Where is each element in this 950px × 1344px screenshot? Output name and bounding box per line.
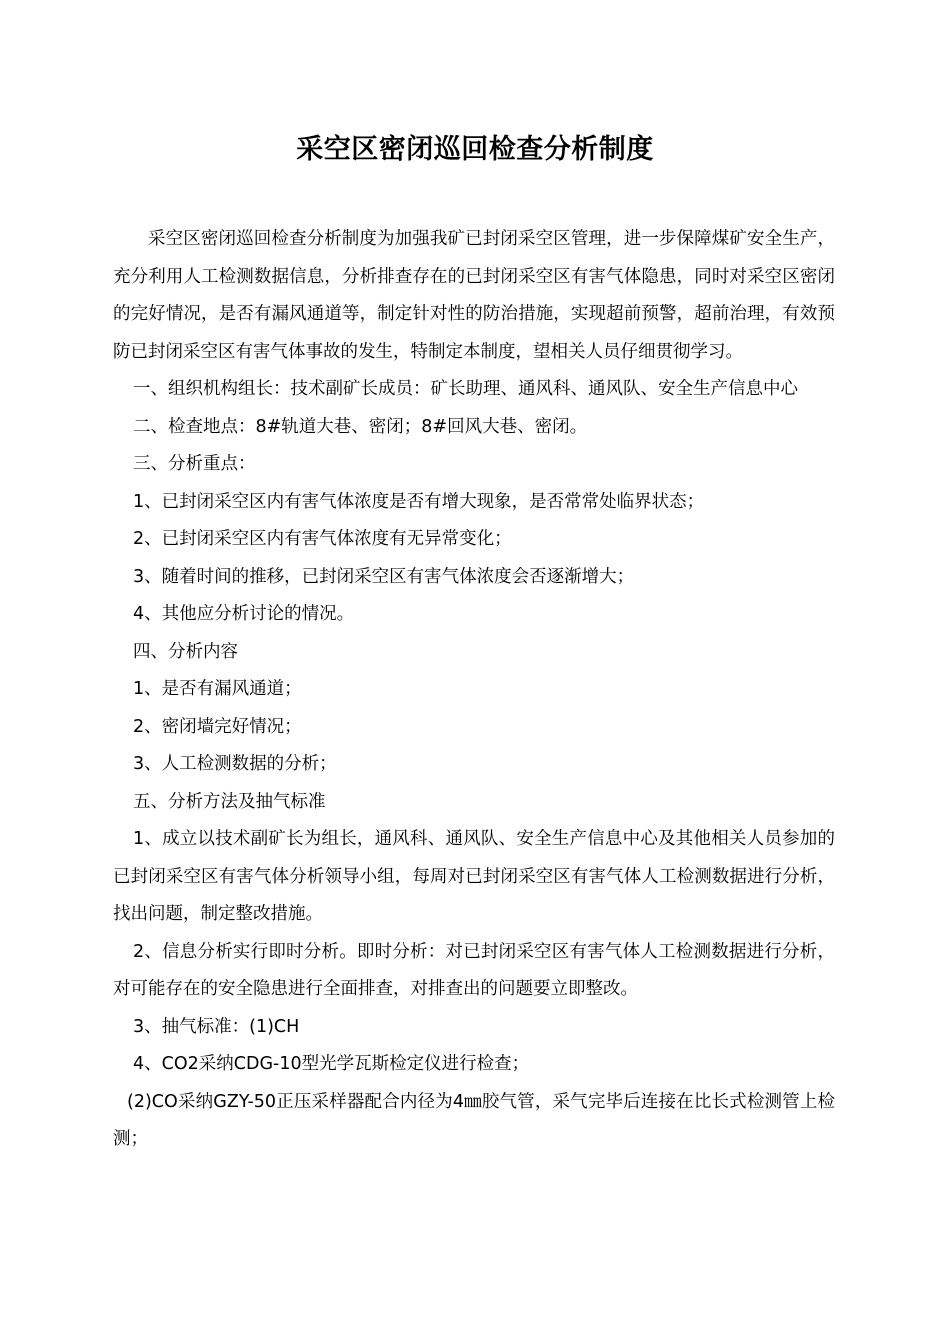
section-organization: 一、组织机构组长：技术副矿长成员：矿长助理、通风科、通风队、安全生产信息中心 (133, 379, 798, 399)
analysis-focus-item: 3、随着时间的推移，已封闭采空区有害气体浓度会否逐渐增大； (133, 566, 635, 587)
section-analysis-content-heading: 四、分析内容 (133, 641, 238, 662)
analysis-content-item: 1、是否有漏风通道； (133, 679, 302, 699)
analysis-method-item: 3、抽气标准：(1)CH (133, 1016, 300, 1037)
analysis-content-item: 2、密闭墙完好情况； (133, 716, 302, 737)
intro-paragraph: 采空区密闭巡回检查分析制度为加强我矿已封闭采空区管理，进一步保障煤矿安全生产，充分利用人工检测数据信息，分析排查存在的已封闭采空区有害气体隐患，同时对采空区密闭的完好情况，是否有漏风通道等，制定针对性的防治措施，实现超前预警，超前治理，有效预防已封闭采空区有害气体事故的发生，特制定本制度，望相关人员仔细贯彻学习。 (113, 229, 835, 362)
analysis-focus-item: 1、已封闭采空区内有害气体浓度是否有增大现象，是否常常处临界状态； (133, 491, 705, 512)
section-inspection-location: 二、检查地点：8#轨道大巷、密闭；8#回风大巷、密闭。 (133, 416, 588, 437)
analysis-method-item: (2)CO采纳GZY-50正压采样器配合内径为4㎜胶气管，采气完毕后连接在比长式检测管上检测； (113, 1091, 835, 1149)
analysis-focus-item: 2、已封闭采空区内有害气体浓度有无异常变化； (133, 529, 512, 549)
section-analysis-focus-heading: 三、分析重点： (133, 454, 256, 474)
document-title: 采空区密闭巡回检查分析制度 (296, 134, 654, 165)
analysis-focus-item: 4、其他应分析讨论的情况。 (133, 604, 355, 624)
analysis-content-item: 3、人工检测数据的分析； (133, 754, 337, 774)
analysis-method-item: 4、CO2采纳CDG-10型光学瓦斯检定仪进行检查； (133, 1054, 530, 1074)
analysis-method-item: 1、成立以技术副矿长为组长，通风科、通风队、安全生产信息中心及其他相关人员参加的已封闭采空区有害气体分析领导小组，每周对已封闭采空区有害气体人工检测数据进行分析，找出问题，制定整改措施。 (113, 829, 835, 924)
document-body (113, 221, 835, 1159)
section-analysis-method-heading: 五、分析方法及抽气标准 (133, 791, 326, 812)
analysis-method-item: 2、信息分析实行即时分析。即时分析：对已封闭采空区有害气体人工检测数据进行分析，对可能存在的安全隐患进行全面排查，对排查出的问题要立即整改。 (113, 941, 835, 999)
